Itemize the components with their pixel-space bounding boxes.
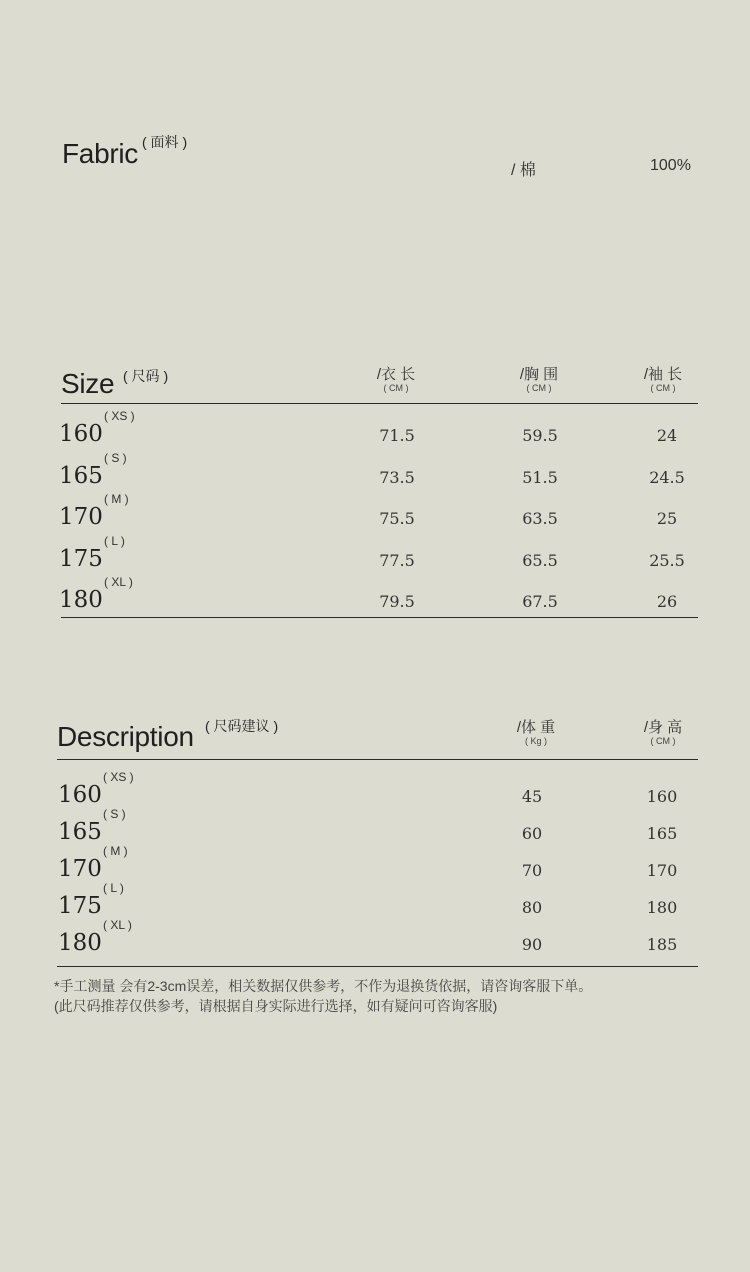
table-cell: 77.5 [379,550,415,570]
table-cell: 25 [656,509,678,528]
column-label: /胸 围 [519,366,559,383]
table-cell: 70 [521,861,543,880]
column-label: /身 高 [643,719,683,736]
row-size-number: 160 [59,421,103,447]
recommend-note: (此尺码推荐仅供参考，请根据自身实际进行选择，如有疑问可咨询客服) [54,998,498,1014]
table-cell: 165 [646,824,678,843]
table-cell: 59.5 [522,426,558,445]
size-header-rule [61,403,698,404]
table-cell: 160 [646,787,678,806]
desc-col-height [623,719,703,747]
size-col-sleeve [623,366,703,394]
fabric-material: / 棉 [511,162,536,179]
table-cell: 180 [646,898,678,917]
row-size-number: 180 [59,587,103,613]
row-size-tag: ( XS ) [104,409,135,423]
fabric-percent: 100% [650,157,691,174]
measure-note: *手工测量 会有2-3cm误差，相关数据仅供参考，不作为退换货依据，请咨询客服下单。 [54,978,593,994]
row-size-tag: ( L ) [104,533,125,548]
row-size-number: 165 [59,462,103,489]
desc-col-weight [496,719,576,747]
size-col-chest [499,366,579,394]
table-cell: 185 [646,935,678,954]
row-size-number: 160 [58,782,102,808]
column-label: /袖 长 [643,366,683,383]
table-cell: 24.5 [649,467,685,487]
row-size-tag: ( XL ) [104,575,133,589]
size-col-length [356,366,436,394]
table-cell: 170 [646,861,678,880]
table-cell: 63.5 [522,509,558,528]
table-cell: 80 [521,898,543,917]
row-size-tag: ( XL ) [103,918,132,932]
description-title: Description [57,721,194,752]
row-size-tag: ( S ) [103,807,126,821]
table-cell: 71.5 [379,426,415,445]
table-cell: 65.5 [522,550,558,570]
desc-bottom-rule [57,966,698,967]
row-size-tag: ( M ) [103,844,128,858]
column-unit: ( CM ) [650,383,676,393]
table-cell: 25.5 [649,550,685,570]
table-cell: 26 [656,592,678,611]
table-cell: 79.5 [379,592,415,611]
row-size-number: 175 [59,545,103,572]
row-size-tag: ( S ) [104,450,127,465]
column-unit: ( CM ) [383,383,409,393]
size-subtitle: ( 尺码 ) [123,368,169,384]
row-size-number: 180 [58,930,102,956]
fabric-subtitle: ( 面料 ) [142,134,188,150]
fabric-title: Fabric [62,138,138,169]
column-label: /体 重 [516,719,556,736]
row-size-number: 175 [58,893,102,919]
row-size-number: 170 [58,856,102,882]
column-unit: ( CM ) [526,383,552,393]
table-cell: 24 [656,426,678,445]
size-title: Size [61,368,115,399]
row-size-number: 165 [58,819,102,845]
row-size-tag: ( L ) [103,881,124,895]
column-unit: ( CM ) [650,736,676,746]
table-cell: 60 [521,824,543,843]
table-cell: 75.5 [379,509,415,528]
table-cell: 45 [521,787,543,806]
desc-header-rule [57,759,698,760]
table-cell: 67.5 [522,592,558,611]
description-subtitle: ( 尺码建议 ) [205,718,279,734]
size-bottom-rule [61,617,698,618]
table-cell: 73.5 [379,467,415,487]
row-size-number: 170 [59,504,103,530]
table-cell: 51.5 [522,467,558,487]
column-unit: ( Kg ) [524,736,547,746]
row-size-tag: ( XS ) [103,770,134,784]
column-label: /衣 长 [376,366,416,383]
row-size-tag: ( M ) [104,492,129,506]
table-cell: 90 [521,935,543,954]
